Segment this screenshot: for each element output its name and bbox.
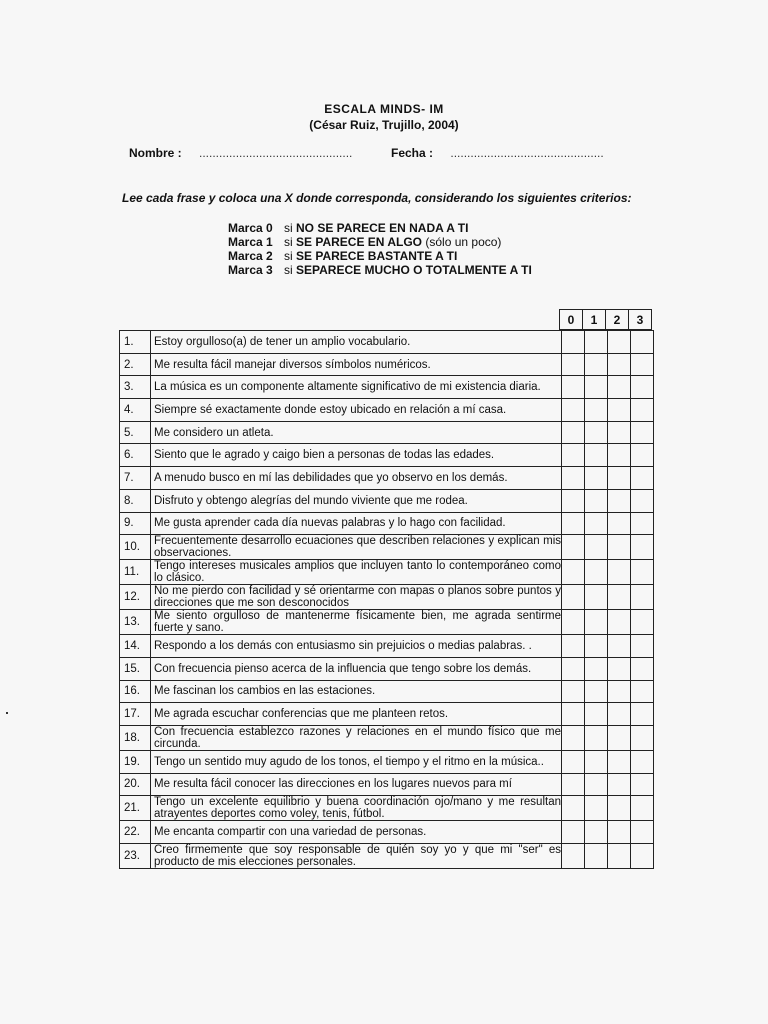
answer-box-3[interactable] [631, 680, 654, 703]
answer-box-3[interactable] [631, 399, 654, 422]
name-label: Nombre : [129, 146, 182, 160]
item-statement: La música es un componente altamente significativo de mi existencia diaria. [151, 376, 562, 399]
answer-box-2[interactable] [608, 535, 631, 560]
answer-box-3[interactable] [631, 512, 654, 535]
answer-box-1[interactable] [585, 421, 608, 444]
criteria-text: SE PARECE BASTANTE A TI [296, 249, 458, 263]
answer-box-2[interactable] [608, 444, 631, 467]
answer-box-3[interactable] [631, 444, 654, 467]
table-row [120, 821, 654, 844]
item-number: 4. [120, 399, 151, 422]
criteria-text: NO SE PARECE EN NADA A TI [296, 221, 469, 235]
answer-box-3[interactable] [631, 635, 654, 658]
table-row [120, 489, 654, 512]
item-statement: Me resulta fácil manejar diversos símbolos numéricos. [151, 353, 562, 376]
answer-box-3[interactable] [631, 535, 654, 560]
name-blank[interactable]: .............................................. [199, 146, 353, 160]
item-number: 9. [120, 512, 151, 535]
item-number: 10. [120, 535, 151, 560]
item-number: 16. [120, 680, 151, 703]
answer-box-3[interactable] [631, 610, 654, 635]
table-row [120, 725, 654, 750]
item-number: 13. [120, 610, 151, 635]
criteria-item [228, 263, 532, 277]
answer-box-2[interactable] [608, 399, 631, 422]
item-number: 18. [120, 725, 151, 750]
answer-box-1[interactable] [585, 467, 608, 490]
answer-box-0[interactable] [562, 821, 585, 844]
item-statement: No me pierdo con facilidad y sé orientarme con mapas o planos sobre puntos y direcciones que me son desconocidos [151, 585, 562, 610]
answer-box-2[interactable] [608, 703, 631, 726]
answer-box-2[interactable] [608, 725, 631, 750]
answer-box-0[interactable] [562, 444, 585, 467]
item-number: 23. [120, 844, 151, 869]
table-row [120, 657, 654, 680]
answer-box-2[interactable] [608, 844, 631, 869]
answer-box-0[interactable] [562, 773, 585, 796]
answer-box-0[interactable] [562, 489, 585, 512]
answer-box-3[interactable] [631, 703, 654, 726]
answer-box-2[interactable] [608, 331, 631, 354]
criteria-si: si [284, 249, 296, 263]
table-row [120, 353, 654, 376]
criteria-mark: Marca 0 [228, 221, 273, 235]
answer-box-0[interactable] [562, 725, 585, 750]
answer-box-1[interactable] [585, 796, 608, 821]
answer-box-1[interactable] [585, 773, 608, 796]
item-number: 7. [120, 467, 151, 490]
answer-box-0[interactable] [562, 560, 585, 585]
answer-box-2[interactable] [608, 585, 631, 610]
answer-box-1[interactable] [585, 399, 608, 422]
table-row [120, 750, 654, 773]
item-number: 12. [120, 585, 151, 610]
item-statement: Estoy orgulloso(a) de tener un amplio vocabulario. [151, 331, 562, 354]
table-row [120, 421, 654, 444]
answer-box-0[interactable] [562, 750, 585, 773]
answer-box-1[interactable] [585, 444, 608, 467]
document-subtitle: (César Ruiz, Trujillo, 2004) [309, 118, 459, 132]
answer-box-0[interactable] [562, 331, 585, 354]
answer-box-2[interactable] [608, 796, 631, 821]
answer-box-1[interactable] [585, 844, 608, 869]
answer-box-0[interactable] [562, 585, 585, 610]
table-row [120, 773, 654, 796]
answer-box-0[interactable] [562, 467, 585, 490]
criteria-mark: Marca 3 [228, 263, 273, 277]
answer-box-0[interactable] [562, 635, 585, 658]
item-number: 19. [120, 750, 151, 773]
item-statement: Tengo un excelente equilibrio y buena coordinación ojo/mano y me resultan atrayentes deportes como voley, tenis, fútbol. [151, 796, 562, 821]
answer-box-0[interactable] [562, 703, 585, 726]
item-number: 1. [120, 331, 151, 354]
answer-box-3[interactable] [631, 821, 654, 844]
item-number: 22. [120, 821, 151, 844]
margin-mark [6, 712, 8, 714]
item-statement: Tengo un sentido muy agudo de los tonos, el tiempo y el ritmo en la música.. [151, 750, 562, 773]
table-row [120, 844, 654, 869]
criteria-si: si [284, 263, 296, 277]
answer-box-1[interactable] [585, 489, 608, 512]
item-number: 6. [120, 444, 151, 467]
answer-box-0[interactable] [562, 796, 585, 821]
table-row [120, 535, 654, 560]
answer-box-0[interactable] [562, 353, 585, 376]
score-header-1: 1 [583, 310, 606, 330]
score-header-2: 2 [606, 310, 629, 330]
item-statement: Me fascinan los cambios en las estaciones. [151, 680, 562, 703]
criteria-mark: Marca 1 [228, 235, 273, 249]
item-statement: A menudo busco en mí las debilidades que yo observo en los demás. [151, 467, 562, 490]
answer-box-0[interactable] [562, 421, 585, 444]
criteria-text: SEPARECE MUCHO O TOTALMENTE A TI [296, 263, 532, 277]
item-statement: Creo firmemente que soy responsable de quién soy yo y que mi "ser" es producto de mis elecciones personales. [151, 844, 562, 869]
answer-box-3[interactable] [631, 844, 654, 869]
date-blank[interactable]: .............................................. [450, 146, 604, 160]
table-row [120, 399, 654, 422]
item-statement: Respondo a los demás con entusiasmo sin prejuicios o medias palabras. . [151, 635, 562, 658]
item-statement: Me encanta compartir con una variedad de personas. [151, 821, 562, 844]
answer-box-0[interactable] [562, 610, 585, 635]
answer-box-0[interactable] [562, 535, 585, 560]
item-statement: Me agrada escuchar conferencias que me planteen retos. [151, 703, 562, 726]
answer-box-1[interactable] [585, 725, 608, 750]
answer-box-1[interactable] [585, 635, 608, 658]
answer-box-3[interactable] [631, 376, 654, 399]
answer-box-2[interactable] [608, 376, 631, 399]
answer-box-2[interactable] [608, 773, 631, 796]
answer-box-3[interactable] [631, 353, 654, 376]
table-row [120, 512, 654, 535]
item-number: 2. [120, 353, 151, 376]
answer-box-1[interactable] [585, 750, 608, 773]
table-row [120, 796, 654, 821]
item-statement: Siempre sé exactamente donde estoy ubicado en relación a mí casa. [151, 399, 562, 422]
table-row [120, 703, 654, 726]
criteria-item [228, 235, 532, 249]
criteria-item [228, 249, 532, 263]
item-number: 17. [120, 703, 151, 726]
answer-box-3[interactable] [631, 750, 654, 773]
answer-box-2[interactable] [608, 657, 631, 680]
answer-box-3[interactable] [631, 467, 654, 490]
table-row [120, 560, 654, 585]
answer-box-2[interactable] [608, 353, 631, 376]
answer-box-3[interactable] [631, 725, 654, 750]
item-statement: Me resulta fácil conocer las direcciones en los lugares nuevos para mí [151, 773, 562, 796]
answer-box-2[interactable] [608, 512, 631, 535]
answer-box-0[interactable] [562, 844, 585, 869]
answer-box-1[interactable] [585, 610, 608, 635]
score-column-header [559, 309, 652, 330]
answer-box-3[interactable] [631, 657, 654, 680]
answer-box-1[interactable] [585, 331, 608, 354]
criteria-list [228, 221, 532, 277]
item-statement: Me siento orgulloso de mantenerme físicamente bien, me agrada sentirme fuerte y sano. [151, 610, 562, 635]
criteria-mark: Marca 2 [228, 249, 273, 263]
criteria-note: (sólo un poco) [422, 235, 502, 249]
date-field[interactable] [391, 146, 604, 160]
table-row [120, 331, 654, 354]
table-row [120, 680, 654, 703]
item-number: 5. [120, 421, 151, 444]
item-number: 8. [120, 489, 151, 512]
item-number: 20. [120, 773, 151, 796]
table-row [120, 585, 654, 610]
item-statement: Me considero un atleta. [151, 421, 562, 444]
table-row [120, 467, 654, 490]
answer-box-1[interactable] [585, 821, 608, 844]
items-table [119, 330, 654, 869]
answer-box-1[interactable] [585, 376, 608, 399]
answer-box-1[interactable] [585, 512, 608, 535]
answer-box-2[interactable] [608, 560, 631, 585]
answer-box-2[interactable] [608, 635, 631, 658]
instruction-text: Lee cada frase y coloca una X donde corresponda, considerando los siguientes criterios: [122, 191, 632, 205]
item-statement: Frecuentemente desarrollo ecuaciones que describen relaciones y explican mis observaciones. [151, 535, 562, 560]
score-header-0: 0 [560, 310, 583, 330]
table-row [120, 635, 654, 658]
item-number: 15. [120, 657, 151, 680]
answer-box-0[interactable] [562, 399, 585, 422]
answer-box-3[interactable] [631, 421, 654, 444]
answer-box-2[interactable] [608, 680, 631, 703]
item-number: 21. [120, 796, 151, 821]
table-row [120, 610, 654, 635]
answer-box-2[interactable] [608, 750, 631, 773]
item-number: 11. [120, 560, 151, 585]
answer-box-0[interactable] [562, 512, 585, 535]
item-statement: Con frecuencia pienso acerca de la influencia que tengo sobre los demás. [151, 657, 562, 680]
item-statement: Siento que le agrado y caigo bien a personas de todas las edades. [151, 444, 562, 467]
answer-box-2[interactable] [608, 421, 631, 444]
document-title: ESCALA MINDS- IM [324, 102, 444, 116]
answer-box-3[interactable] [631, 773, 654, 796]
answer-box-3[interactable] [631, 560, 654, 585]
item-statement: Me gusta aprender cada día nuevas palabras y lo hago con facilidad. [151, 512, 562, 535]
answer-box-1[interactable] [585, 353, 608, 376]
answer-box-2[interactable] [608, 821, 631, 844]
answer-box-3[interactable] [631, 796, 654, 821]
answer-box-1[interactable] [585, 585, 608, 610]
answer-box-0[interactable] [562, 680, 585, 703]
answer-box-1[interactable] [585, 560, 608, 585]
table-row [120, 376, 654, 399]
answer-box-1[interactable] [585, 680, 608, 703]
item-number: 3. [120, 376, 151, 399]
answer-box-1[interactable] [585, 535, 608, 560]
criteria-item [228, 221, 532, 235]
answer-box-2[interactable] [608, 489, 631, 512]
answer-box-0[interactable] [562, 657, 585, 680]
answer-box-2[interactable] [608, 467, 631, 490]
answer-box-3[interactable] [631, 331, 654, 354]
item-statement: Disfruto y obtengo alegrías del mundo viviente que me rodea. [151, 489, 562, 512]
item-number: 14. [120, 635, 151, 658]
criteria-si: si [284, 221, 296, 235]
answer-box-3[interactable] [631, 489, 654, 512]
date-label: Fecha : [391, 146, 434, 160]
answer-box-0[interactable] [562, 376, 585, 399]
criteria-text: SE PARECE EN ALGO [296, 235, 423, 249]
answer-box-2[interactable] [608, 610, 631, 635]
answer-box-1[interactable] [585, 703, 608, 726]
item-statement: Tengo intereses musicales amplios que incluyen tanto lo contemporáneo como lo clásico. [151, 560, 562, 585]
answer-box-1[interactable] [585, 657, 608, 680]
answer-box-3[interactable] [631, 585, 654, 610]
name-field[interactable] [129, 146, 352, 160]
score-header-3: 3 [629, 310, 652, 330]
criteria-si: si [284, 235, 296, 249]
table-row [120, 444, 654, 467]
item-statement: Con frecuencia establezco razones y relaciones en el mundo físico que me circunda. [151, 725, 562, 750]
